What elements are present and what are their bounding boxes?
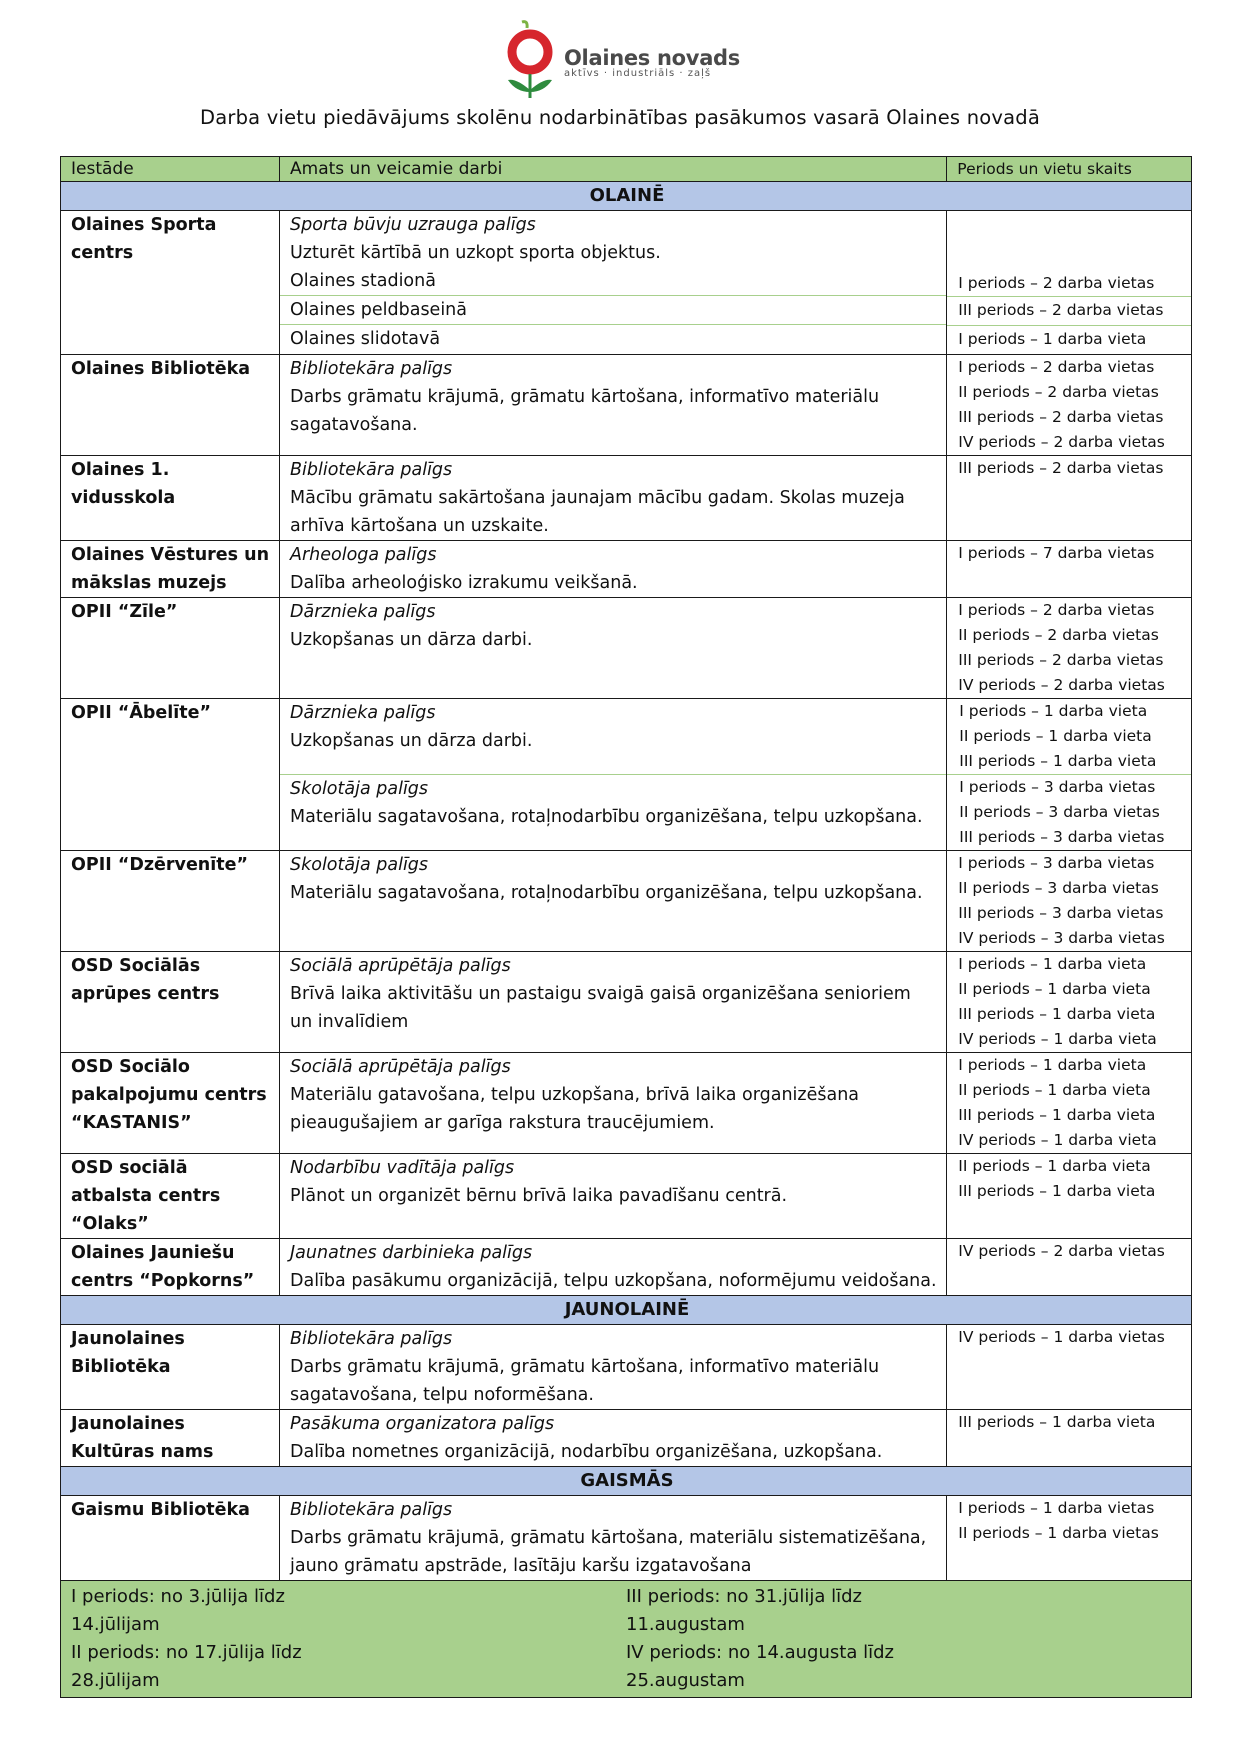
period: III periods – 2 darba vietas: [958, 459, 1164, 477]
table-row: [61, 952, 1192, 1053]
duties: Uzturēt kārtībā un uzkopt sporta objektus.: [290, 243, 661, 263]
table-row: [61, 1154, 1192, 1239]
period: II periods – 1 darba vieta: [958, 1081, 1151, 1099]
period: IV periods – 1 darba vieta: [958, 1131, 1157, 1149]
document-title: Darba vietu piedāvājums skolēnu nodarbinātības pasākumos vasarā Olaines novadā: [200, 106, 1040, 129]
period: II periods – 2 darba vietas: [958, 383, 1159, 401]
role: Dārznieka palīgs: [290, 703, 436, 723]
period: II periods – 3 darba vietas: [959, 803, 1160, 821]
table-row: [61, 1410, 1192, 1467]
role: Arheologa palīgs: [290, 545, 437, 565]
period: III periods – 1 darba vieta: [958, 1413, 1156, 1431]
table-row: [61, 1239, 1192, 1296]
institution: Olaines Sporta centrs: [61, 211, 280, 355]
role: Bibliotekāra palīgs: [290, 460, 453, 480]
duties: Uzkopšanas un dārza darbi.: [290, 630, 533, 650]
duties: Materiālu sagatavošana, rotaļnodarbību organizēšana, telpu uzkopšana.: [290, 807, 923, 827]
location: Olaines peldbaseinā: [280, 295, 946, 324]
period: IV periods – 2 darba vietas: [958, 433, 1165, 451]
table-row: [61, 541, 1192, 598]
period: II periods – 1 darba vieta: [959, 727, 1152, 745]
period: I periods – 1 darba vieta: [959, 702, 1148, 720]
role: Jaunatnes darbinieka palīgs: [290, 1243, 533, 1263]
table-row: [61, 598, 1192, 699]
header-period: Periods un vietu skaits: [947, 157, 1192, 182]
institution: OPII “Zīle”: [61, 598, 280, 699]
institution: OPII “Dzērvenīte”: [61, 851, 280, 952]
period-legend-item: I periods: no 3.jūlija līdz 14.jūlijam: [71, 1586, 285, 1635]
duties: Materiālu gatavošana, telpu uzkopšana, brīvā laika organizēšana pieaugušajiem ar garīga rakstura traucējumiem.: [290, 1085, 860, 1133]
duties: Darbs grāmatu krājumā, grāmatu kārtošana, informatīvo materiālu sagatavošana.: [290, 387, 880, 435]
period: III periods – 3 darba vietas: [959, 828, 1165, 846]
period: I periods – 1 darba vieta: [958, 1056, 1147, 1074]
institution: OSD Sociālo pakalpojumu centrs “KASTANIS”: [61, 1053, 280, 1154]
header-institution: Iestāde: [61, 157, 280, 182]
period-legend: [61, 1581, 1192, 1698]
role: Nodarbību vadītāja palīgs: [290, 1158, 515, 1178]
duties: Dalība arheoloģisko izrakumu veikšanā.: [290, 573, 638, 593]
period: II periods – 1 darba vietas: [958, 1524, 1159, 1542]
role: Skolotāja palīgs: [290, 779, 429, 799]
period: II periods – 3 darba vietas: [958, 879, 1159, 897]
table-row: [61, 355, 1192, 456]
table-row: [61, 211, 1192, 355]
period: I periods – 2 darba vietas: [958, 274, 1155, 292]
period: I periods – 7 darba vietas: [958, 544, 1155, 562]
duties: Mācību grāmatu sakārtošana jaunajam mācību gadam. Skolas muzeja arhīva kārtošana un uzskaite.: [290, 488, 905, 536]
period: II periods – 1 darba vieta: [958, 980, 1151, 998]
location: Olaines stadionā: [290, 271, 436, 291]
period: I periods – 3 darba vietas: [958, 854, 1155, 872]
location: Olaines slidotavā: [280, 324, 946, 353]
table-row: [61, 1325, 1192, 1410]
region-row: [61, 1296, 1192, 1325]
region-olaine: OLAINĒ: [61, 182, 1192, 211]
institution: Jaunolaines Bibliotēka: [61, 1325, 280, 1410]
role: Sociālā aprūpētāja palīgs: [290, 1057, 511, 1077]
duties: Uzkopšanas un dārza darbi.: [290, 731, 533, 751]
period: II periods – 1 darba vieta: [958, 1157, 1151, 1175]
table-row: [61, 851, 1192, 952]
role: Sociālā aprūpētāja palīgs: [290, 956, 511, 976]
header-position: Amats un veicamie darbi: [280, 157, 947, 182]
period: III periods – 2 darba vietas: [958, 651, 1164, 669]
duties: Darbs grāmatu krājumā, grāmatu kārtošana, informatīvo materiālu sagatavošana, telpu noformēšana.: [290, 1357, 880, 1405]
table-row: [61, 1053, 1192, 1154]
region-jaunolaine: JAUNOLAINĒ: [61, 1296, 1192, 1325]
logo-name: Olaines novads: [564, 46, 740, 70]
role: Dārznieka palīgs: [290, 602, 436, 622]
period: I periods – 1 darba vieta: [958, 955, 1147, 973]
period: III periods – 2 darba vietas: [947, 296, 1191, 325]
institution: Olaines Jauniešu centrs “Popkorns”: [61, 1239, 280, 1296]
period: I periods – 1 darba vietas: [958, 1499, 1155, 1517]
flower-icon: [500, 18, 560, 106]
table-header: [61, 157, 1192, 182]
role: Bibliotekāra palīgs: [290, 1500, 453, 1520]
period: III periods – 1 darba vieta: [958, 1106, 1156, 1124]
period: I periods – 2 darba vietas: [958, 358, 1155, 376]
period: IV periods – 2 darba vietas: [958, 1242, 1165, 1260]
duties: Dalība pasākumu organizācijā, telpu uzkopšana, noformējumu veidošana.: [290, 1271, 937, 1291]
institution: Olaines Bibliotēka: [61, 355, 280, 456]
institution: Olaines 1. vidusskola: [61, 456, 280, 541]
period-legend-item: IV periods: no 14.augusta līdz 25.augustam: [626, 1642, 894, 1691]
period: III periods – 2 darba vietas: [958, 408, 1164, 426]
role: Bibliotekāra palīgs: [290, 359, 453, 379]
period: III periods – 3 darba vietas: [958, 904, 1164, 922]
jobs-table: [60, 156, 1192, 1698]
period: I periods – 1 darba vieta: [947, 325, 1191, 354]
period: II periods – 2 darba vietas: [958, 626, 1159, 644]
period: III periods – 1 darba vieta: [958, 1182, 1156, 1200]
period: IV periods – 2 darba vietas: [958, 676, 1165, 694]
duties: Materiālu sagatavošana, rotaļnodarbību organizēšana, telpu uzkopšana.: [290, 883, 923, 903]
institution: OSD sociālā atbalsta centrs “Olaks”: [61, 1154, 280, 1239]
region-row: [61, 182, 1192, 211]
role: Skolotāja palīgs: [290, 855, 429, 875]
period: III periods – 1 darba vieta: [958, 1005, 1156, 1023]
period-legend-item: II periods: no 17.jūlija līdz 28.jūlijam: [71, 1642, 302, 1691]
institution: OSD Sociālās aprūpes centrs: [61, 952, 280, 1053]
period: III periods – 1 darba vieta: [959, 752, 1157, 770]
table-row: [61, 1496, 1192, 1581]
logo-tagline: aktīvs · industriāls · zaļš: [564, 68, 712, 79]
period: I periods – 2 darba vietas: [958, 601, 1155, 619]
logo: [500, 18, 750, 106]
region-row: [61, 1467, 1192, 1496]
role: Bibliotekāra palīgs: [290, 1329, 453, 1349]
period: I periods – 3 darba vietas: [959, 778, 1156, 796]
institution: OPII “Ābelīte”: [61, 699, 280, 851]
region-gaisma: GAISMĀS: [61, 1467, 1192, 1496]
institution: Olaines Vēstures un mākslas muzejs: [61, 541, 280, 598]
institution: Gaismu Bibliotēka: [61, 1496, 280, 1581]
duties: Darbs grāmatu krājumā, grāmatu kārtošana, materiālu sistematizēšana, jauno grāmatu apstrāde, lasītāju karšu izgatavošana: [290, 1528, 927, 1576]
institution: Jaunolaines Kultūras nams: [61, 1410, 280, 1467]
role: Pasākuma organizatora palīgs: [290, 1414, 555, 1434]
table-row: [61, 699, 1192, 851]
period: IV periods – 1 darba vieta: [958, 1030, 1157, 1048]
duties: Brīvā laika aktivitāšu un pastaigu svaigā gaisā organizēšana senioriem un invalīdiem: [290, 984, 911, 1032]
period: IV periods – 1 darba vietas: [958, 1328, 1165, 1346]
period: IV periods – 3 darba vietas: [958, 929, 1165, 947]
period-legend-item: III periods: no 31.jūlija līdz 11.augustam: [626, 1586, 862, 1635]
role: Sporta būvju uzrauga palīgs: [290, 215, 536, 235]
duties: Plānot un organizēt bērnu brīvā laika pavadīšanu centrā.: [290, 1186, 788, 1206]
duties: Dalība nometnes organizācijā, nodarbību organizēšana, uzkopšana.: [290, 1442, 883, 1462]
table-row: [61, 456, 1192, 541]
